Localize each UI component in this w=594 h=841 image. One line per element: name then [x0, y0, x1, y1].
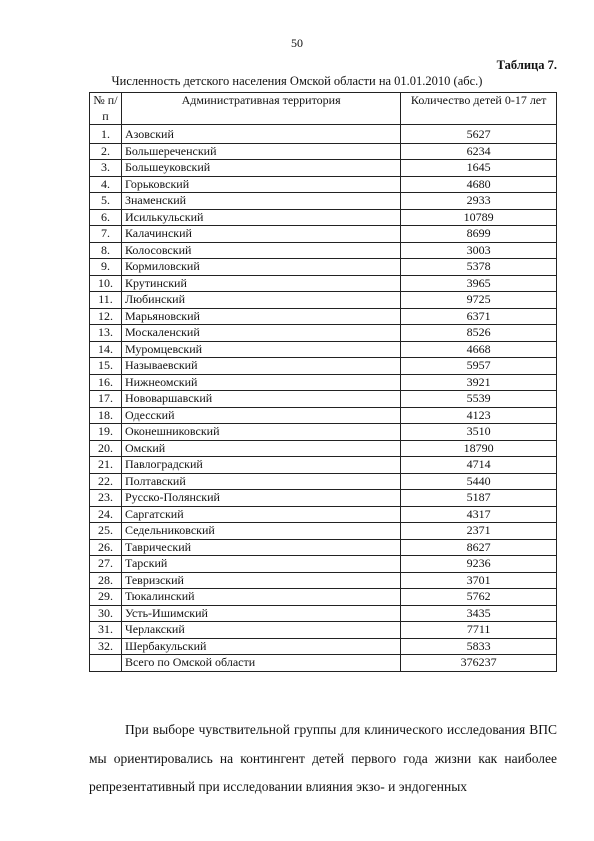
row-count: 5378: [401, 259, 557, 276]
row-number: 10.: [90, 275, 122, 292]
row-count: 3003: [401, 242, 557, 259]
row-number: 31.: [90, 622, 122, 639]
row-count: 7711: [401, 622, 557, 639]
table-row: [90, 424, 557, 441]
row-territory: Усть-Ишимский: [121, 605, 400, 622]
row-number: 12.: [90, 308, 122, 325]
row-count: 9236: [401, 556, 557, 573]
table-row: [90, 589, 557, 606]
row-territory: Исилькульский: [121, 209, 400, 226]
row-territory: Крутинский: [121, 275, 400, 292]
row-territory: Полтавский: [121, 473, 400, 490]
row-territory: Оконешниковский: [121, 424, 400, 441]
row-number: 3.: [90, 160, 122, 177]
row-number: 17.: [90, 391, 122, 408]
row-count: 1645: [401, 160, 557, 177]
row-number: 32.: [90, 638, 122, 655]
row-count: 3921: [401, 374, 557, 391]
row-count: 4668: [401, 341, 557, 358]
row-count: 8526: [401, 325, 557, 342]
row-territory: Кормиловский: [121, 259, 400, 276]
body-paragraph: При выборе чувствительной группы для клинического исследования ВПС мы ориентировались на контингент детей первого года жизни как наиболее репрезентативный при исследовании влияния экзо- и эндогенных: [89, 722, 557, 794]
table-row: [90, 374, 557, 391]
row-number: 2.: [90, 143, 122, 160]
row-number: 30.: [90, 605, 122, 622]
row-number: 28.: [90, 572, 122, 589]
row-territory: Тюкалинский: [121, 589, 400, 606]
row-count: 5957: [401, 358, 557, 375]
row-number: 13.: [90, 325, 122, 342]
row-territory: Тевризский: [121, 572, 400, 589]
total-number-cell: [90, 655, 122, 672]
table-row: [90, 556, 557, 573]
row-number: 22.: [90, 473, 122, 490]
row-territory: Таврический: [121, 539, 400, 556]
table-row: [90, 622, 557, 639]
row-number: 25.: [90, 523, 122, 540]
row-territory: Называевский: [121, 358, 400, 375]
row-territory: Русско-Полянский: [121, 490, 400, 507]
row-number: 11.: [90, 292, 122, 309]
row-count: 4317: [401, 506, 557, 523]
table-row: [90, 176, 557, 193]
row-territory: Марьяновский: [121, 308, 400, 325]
table-row: [90, 358, 557, 375]
row-territory: Седельниковский: [121, 523, 400, 540]
table-row: [90, 242, 557, 259]
row-territory: Нижнеомский: [121, 374, 400, 391]
row-count: 8627: [401, 539, 557, 556]
row-count: 3965: [401, 275, 557, 292]
table-row: [90, 143, 557, 160]
row-territory: Нововаршавский: [121, 391, 400, 408]
row-territory: Колосовский: [121, 242, 400, 259]
row-number: 6.: [90, 209, 122, 226]
table-row: [90, 539, 557, 556]
row-count: 5833: [401, 638, 557, 655]
page-number: 50: [291, 36, 303, 50]
row-territory: Знаменский: [121, 193, 400, 210]
row-count: 5187: [401, 490, 557, 507]
row-territory: Омский: [121, 440, 400, 457]
row-number: 8.: [90, 242, 122, 259]
table-row: [90, 160, 557, 177]
row-territory: Шербакульский: [121, 638, 400, 655]
table-row: [90, 341, 557, 358]
row-number: 21.: [90, 457, 122, 474]
table-row: [90, 325, 557, 342]
table-row: [90, 259, 557, 276]
row-number: 18.: [90, 407, 122, 424]
row-number: 24.: [90, 506, 122, 523]
row-territory: Муромцевский: [121, 341, 400, 358]
table-row: [90, 473, 557, 490]
table-row: [90, 605, 557, 622]
row-number: 15.: [90, 358, 122, 375]
row-count: 6371: [401, 308, 557, 325]
table-row: [90, 391, 557, 408]
row-territory: Саргатский: [121, 506, 400, 523]
row-number: 4.: [90, 176, 122, 193]
row-count: 5539: [401, 391, 557, 408]
table-row: [90, 275, 557, 292]
row-count: 9725: [401, 292, 557, 309]
row-territory: Большереченский: [121, 143, 400, 160]
table-row: [90, 308, 557, 325]
row-count: 10789: [401, 209, 557, 226]
population-table: [89, 92, 557, 672]
row-number: 26.: [90, 539, 122, 556]
table-total-row: [90, 655, 557, 672]
table-row: [90, 490, 557, 507]
row-territory: Тарский: [121, 556, 400, 573]
row-count: 2371: [401, 523, 557, 540]
table-row: [90, 407, 557, 424]
row-count: 3701: [401, 572, 557, 589]
row-territory: Черлакский: [121, 622, 400, 639]
row-territory: Любинский: [121, 292, 400, 309]
row-number: 23.: [90, 490, 122, 507]
table-body: [90, 125, 557, 655]
row-number: 5.: [90, 193, 122, 210]
row-number: 29.: [90, 589, 122, 606]
table-row: [90, 226, 557, 243]
header-number: № п/п: [90, 93, 122, 125]
table-label: Таблица 7.: [496, 58, 557, 72]
row-territory: Калачинский: [121, 226, 400, 243]
row-count: 8699: [401, 226, 557, 243]
row-number: 14.: [90, 341, 122, 358]
row-count: 4123: [401, 407, 557, 424]
row-count: 3510: [401, 424, 557, 441]
row-count: 3435: [401, 605, 557, 622]
table-row: [90, 292, 557, 309]
row-count: 5627: [401, 125, 557, 144]
row-territory: Москаленский: [121, 325, 400, 342]
row-count: 2933: [401, 193, 557, 210]
row-number: 20.: [90, 440, 122, 457]
table-row: [90, 125, 557, 144]
table-row: [90, 506, 557, 523]
row-number: 7.: [90, 226, 122, 243]
row-number: 9.: [90, 259, 122, 276]
table-caption: Численность детского населения Омской области на 01.01.2010 (абс.): [111, 74, 483, 88]
row-count: 18790: [401, 440, 557, 457]
row-count: 4680: [401, 176, 557, 193]
row-number: 19.: [90, 424, 122, 441]
row-count: 4714: [401, 457, 557, 474]
row-count: 6234: [401, 143, 557, 160]
row-territory: Павлоградский: [121, 457, 400, 474]
table-row: [90, 638, 557, 655]
table-row: [90, 523, 557, 540]
row-territory: Азовский: [121, 125, 400, 144]
header-count: Количество детей 0-17 лет: [401, 93, 557, 125]
row-number: 1.: [90, 125, 122, 144]
row-number: 27.: [90, 556, 122, 573]
table-row: [90, 572, 557, 589]
row-territory: Одесский: [121, 407, 400, 424]
row-territory: Горьковский: [121, 176, 400, 193]
row-count: 5762: [401, 589, 557, 606]
table-row: [90, 457, 557, 474]
total-count: 376237: [401, 655, 557, 672]
total-label: Всего по Омской области: [121, 655, 400, 672]
row-count: 5440: [401, 473, 557, 490]
table-row: [90, 193, 557, 210]
table-row: [90, 440, 557, 457]
row-territory: Большеуковский: [121, 160, 400, 177]
table-header: [90, 93, 557, 125]
row-number: 16.: [90, 374, 122, 391]
header-territory: Административная территория: [121, 93, 400, 125]
table-row: [90, 209, 557, 226]
